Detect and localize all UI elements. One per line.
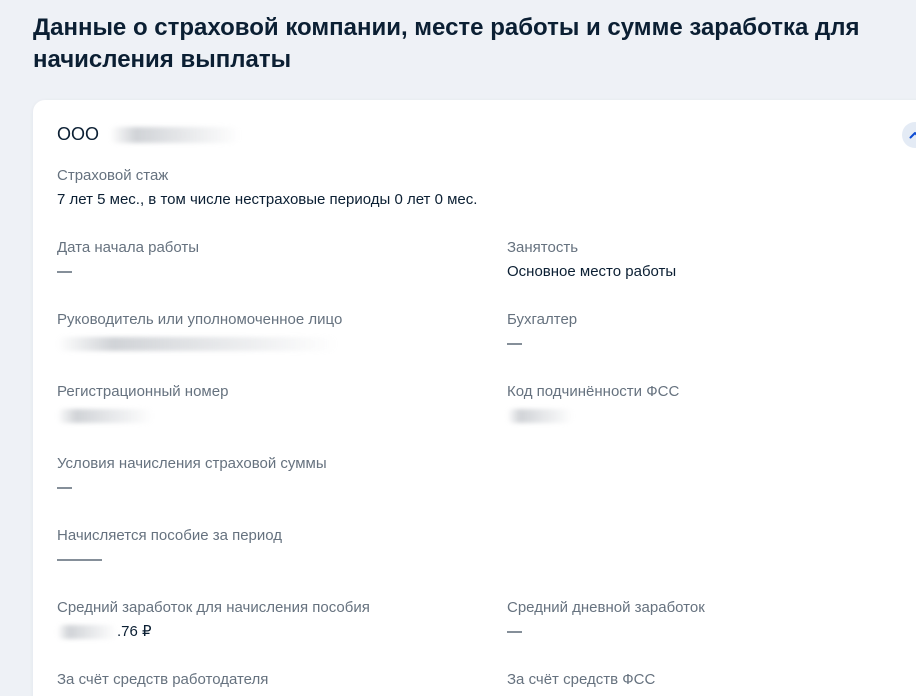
redacted-amount [57,625,117,639]
company-name [57,122,240,146]
field-label: Регистрационный номер [57,383,229,400]
field-label: Занятость [507,239,579,256]
field-value: 7 лет 5 мес., в том числе нестраховые периоды 0 лет 0 мес. [57,191,478,208]
field-label: Средний дневной заработок [507,599,705,616]
redacted-company-name [110,127,240,143]
field-label: За счёт средств работодателя [57,671,269,688]
card-header[interactable] [57,122,916,150]
field-label: Условия начисления страховой суммы [57,455,327,472]
redacted-manager-name [57,337,337,351]
field-employment [507,238,676,282]
field-value [507,406,679,426]
field-label: Руководитель или уполномоченное лицо [57,311,343,328]
field-accountant [507,310,577,354]
field-value: Основное место работы [507,263,677,280]
field-label: Дата начала работы [57,239,200,256]
field-value [57,622,370,642]
field-value: — [57,263,72,280]
field-fss-code [507,382,679,426]
field-start-date [57,238,199,282]
field-value: — [507,335,522,352]
field-label: Бухгалтер [507,311,578,328]
field-label: За счёт средств ФСС [507,671,656,688]
field-fss-funds [507,670,655,690]
field-insurance-conditions [57,454,327,498]
field-value: — [507,623,522,640]
field-employer-funds [57,670,268,690]
field-label: Начисляется пособие за период [57,527,283,544]
field-label: Средний заработок для начисления пособия [57,599,370,616]
avg-earnings-amount: .76 ₽ [117,623,152,640]
field-label: Страховой стаж [57,167,169,184]
redacted-reg-number [57,409,153,423]
chevron-up-icon [909,131,916,139]
collapse-button[interactable] [902,122,916,148]
field-value [57,334,342,354]
field-value [57,406,228,426]
field-avg-daily-earnings [507,598,705,642]
field-value: — [57,479,72,496]
company-name-text: ООО [57,124,100,144]
field-reg-number [57,382,228,426]
field-benefit-period [57,526,282,570]
field-avg-earnings [57,598,370,642]
field-manager [57,310,342,354]
field-insurance-experience [57,166,477,210]
field-label: Код подчинённости ФСС [507,383,680,400]
redacted-fss-code [507,409,573,423]
field-value: ——— [57,551,102,568]
page-title: Данные о страховой компании, месте работы и сумме заработка для начисления выплаты [33,14,860,73]
